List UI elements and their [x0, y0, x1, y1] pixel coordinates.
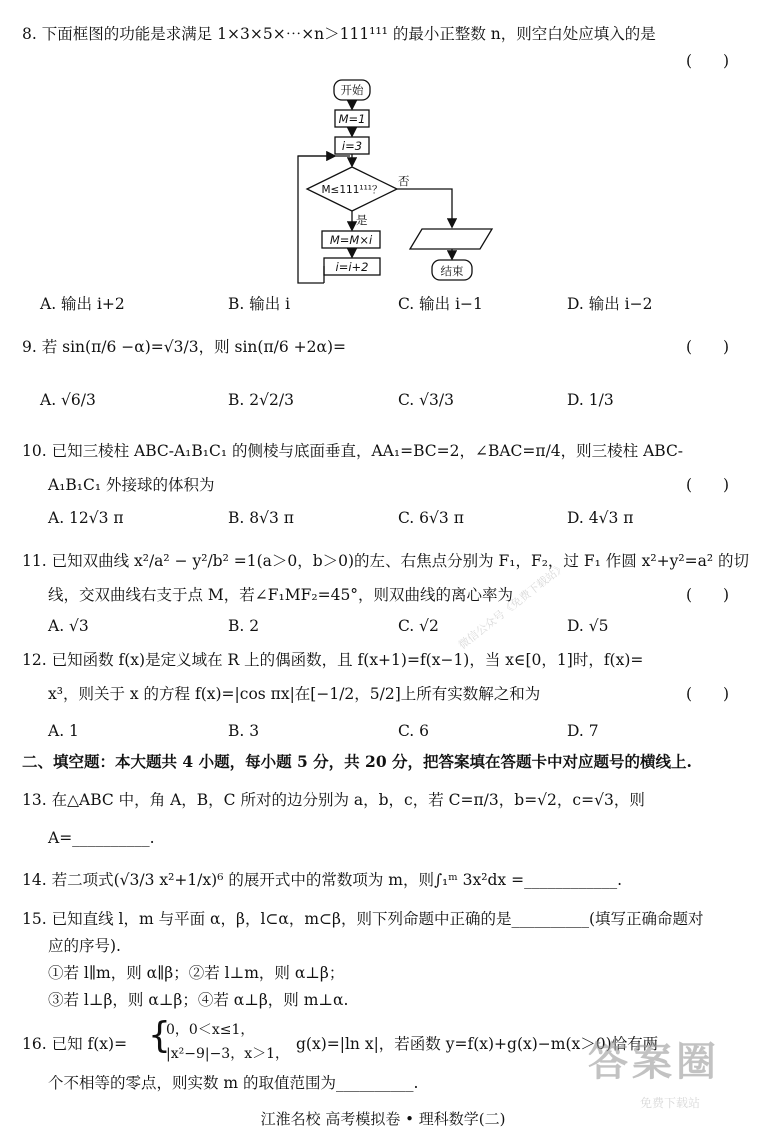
- q12-option-b: B. 3: [228, 722, 260, 740]
- flow-m1-text: M=1: [338, 112, 366, 126]
- q16-piece2: |x²−9|−3，x＞1，: [166, 1046, 290, 1062]
- q9-paren: ( ): [686, 338, 730, 356]
- flow-yes-label: 是: [356, 213, 368, 227]
- flow-no-line: [397, 189, 452, 226]
- q8-stem: 8. 下面框图的功能是求满足 1×3×5×⋯×n＞111¹¹¹ 的最小正整数 n，则空白处应填入的是: [22, 25, 656, 43]
- q10-option-a: A. 12√3 π: [48, 509, 124, 527]
- q11-line1: 11. 已知双曲线 x²/a² − y²/b² =1(a＞0，b＞0)的左、右焦点分别为 F₁，F₂，过 F₁ 作圆 x²+y²=a² 的切: [22, 552, 749, 570]
- flow-no-label: 否: [398, 174, 410, 188]
- page-footer: 江淮名校 高考模拟卷 • 理科数学(二): [260, 1110, 506, 1128]
- flow-end-text: 结束: [440, 264, 464, 278]
- flow-i3-text: i=3: [341, 139, 363, 153]
- q15-line3: ①若 l∥m，则 α∥β；②若 l⊥m，则 α⊥β；: [48, 964, 345, 982]
- q15-line2: 应的序号).: [48, 937, 121, 955]
- q9-option-d: D. 1/3: [567, 391, 614, 409]
- q11-option-d: D. √5: [567, 617, 609, 635]
- q16-piece1: 0，0＜x≤1，: [166, 1022, 255, 1038]
- flow-output-blank: [410, 229, 492, 249]
- q12-option-d: D. 7: [567, 722, 599, 740]
- q16-line1-pre: 16. 已知 f(x)=: [22, 1035, 128, 1053]
- q16-line1-post: g(x)=|ln x|，若函数 y=f(x)+g(x)−m(x＞0)恰有两: [296, 1035, 659, 1053]
- q13-line2: A=__________.: [48, 829, 155, 847]
- q13-line1: 13. 在△ABC 中，角 A，B，C 所对的边分别为 a，b，c，若 C=π/3，b=√2，c=√3，则: [22, 791, 645, 809]
- q11-paren: ( ): [686, 586, 730, 604]
- q12-paren: ( ): [686, 685, 730, 703]
- q14-line1: 14. 若二项式(√3/3 x²+1/x)⁶ 的展开式中的常数项为 m，则∫₁ᵐ 3x²dx =____________.: [22, 871, 622, 889]
- q11-option-c: C. √2: [398, 617, 439, 635]
- q12-option-c: C. 6: [398, 722, 430, 740]
- q10-line2: A₁B₁C₁ 外接球的体积为: [48, 476, 215, 494]
- q12-line2: x³，则关于 x 的方程 f(x)=|cos πx|在[−1/2，5/2]上所有实数解之和为: [48, 685, 541, 703]
- section-2-heading: 二、填空题：本大题共 4 小题，每小题 5 分，共 20 分，把答案填在答题卡中对应题号的横线上.: [22, 752, 692, 771]
- watermark-logo: 答案圈: [588, 1038, 720, 1085]
- q8-option-a: A. 输出 i+2: [40, 295, 125, 313]
- q12-option-a: A. 1: [48, 722, 79, 740]
- q10-option-b: B. 8√3 π: [228, 509, 294, 527]
- q15-line4: ③若 l⊥β，则 α⊥β；④若 α⊥β，则 m⊥α.: [48, 991, 349, 1009]
- q10-paren: ( ): [686, 476, 730, 494]
- flow-mult-text: M=M×i: [329, 233, 373, 247]
- watermark-diagonal: 微信公众号《免费下载站》: [456, 560, 569, 652]
- flow-start-text: 开始: [340, 83, 364, 97]
- q8-option-c: C. 输出 i−1: [398, 295, 483, 313]
- q16-brace: {: [148, 1015, 171, 1056]
- q16-line2: 个不相等的零点，则实数 m 的取值范围为__________.: [48, 1074, 419, 1092]
- flowchart: [0, 0, 766, 290]
- q8-option-b: B. 输出 i: [228, 295, 291, 313]
- q10-line1: 10. 已知三棱柱 ABC-A₁B₁C₁ 的侧棱与底面垂直，AA₁=BC=2，∠BAC=π/4，则三棱柱 ABC-: [22, 442, 684, 460]
- q8-option-d: D. 输出 i−2: [567, 295, 653, 313]
- q11-line2: 线，交双曲线右支于点 M，若∠F₁MF₂=45°，则双曲线的离心率为: [48, 586, 514, 604]
- watermark-logo-sub: 免费下载站: [640, 1096, 701, 1110]
- q11-option-b: B. 2: [228, 617, 260, 635]
- q10-option-c: C. 6√3 π: [398, 509, 464, 527]
- flow-inc-text: i=i+2: [335, 260, 369, 274]
- q11-option-a: A. √3: [48, 617, 89, 635]
- q9-option-c: C. √3/3: [398, 391, 454, 409]
- q8-paren: ( ): [686, 52, 730, 70]
- q9-stem: 9. 若 sin(π/6 −α)=√3/3，则 sin(π/6 +2α)=: [22, 338, 347, 356]
- flow-cond-text: M≤111¹¹¹？: [321, 184, 383, 196]
- q9-option-a: A. √6/3: [40, 391, 96, 409]
- q9-option-b: B. 2√2/3: [228, 391, 294, 409]
- q10-option-d: D. 4√3 π: [567, 509, 634, 527]
- q15-line1: 15. 已知直线 l，m 与平面 α，β，l⊂α，m⊂β，则下列命题中正确的是__________(填写正确命题对: [22, 910, 704, 928]
- q12-line1: 12. 已知函数 f(x)是定义域在 R 上的偶函数，且 f(x+1)=f(x−1)，当 x∈[0，1]时，f(x)=: [22, 651, 644, 669]
